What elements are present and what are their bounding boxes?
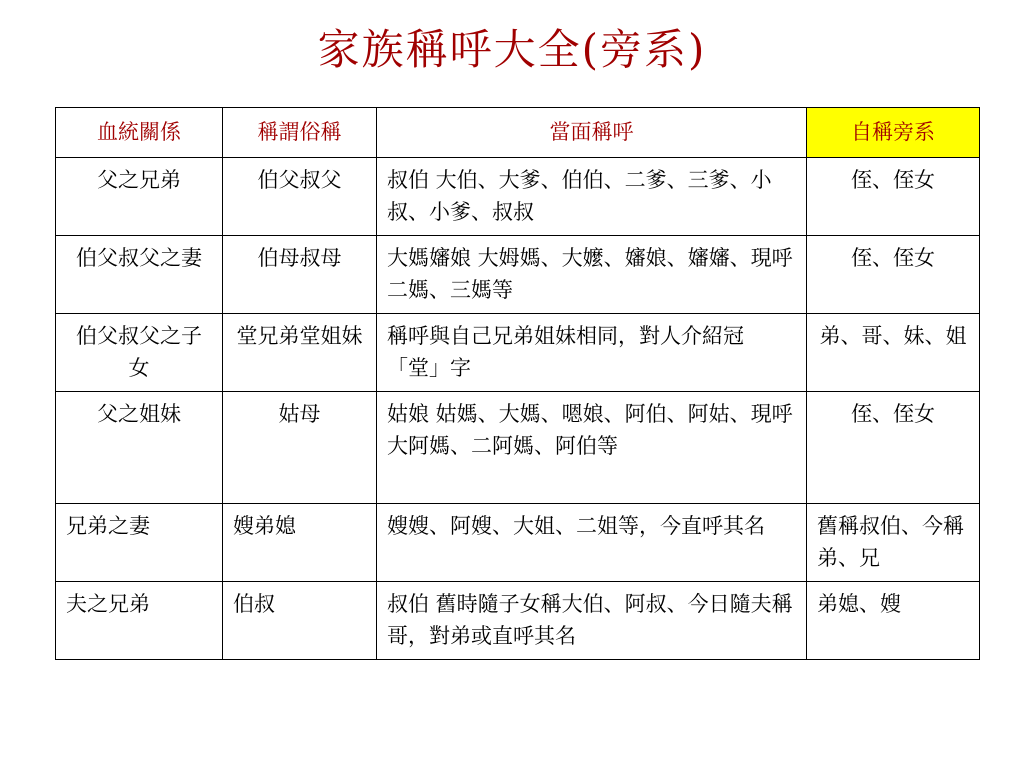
cell-relation: 夫之兄弟: [56, 582, 223, 660]
header-common-title: 稱謂俗稱: [223, 108, 377, 158]
header-relation: 血統關係: [56, 108, 223, 158]
table-row: [56, 504, 980, 582]
cell-address: 姑娘 姑媽、大媽、嗯娘、阿伯、阿姑、現呼大阿媽、二阿媽、阿伯等: [377, 392, 807, 504]
cell-common-title: 嫂弟媳: [223, 504, 377, 582]
table-row: [56, 314, 980, 392]
page-title: 家族稱呼大全(旁系): [317, 25, 707, 74]
cell-self-reference: 侄、侄女: [807, 392, 980, 504]
cell-relation: 父之姐妹: [56, 392, 223, 504]
table-row: [56, 158, 980, 236]
cell-address: 叔伯 舊時隨子女稱大伯、阿叔、今日隨夫稱哥，對弟或直呼其名: [377, 582, 807, 660]
kinship-terms-table: [55, 107, 980, 660]
table-row: [56, 236, 980, 314]
table-row: [56, 582, 980, 660]
cell-relation: 伯父叔父之子女: [56, 314, 223, 392]
table-header-row: [56, 108, 980, 158]
cell-self-reference: 侄、侄女: [807, 236, 980, 314]
header-address: 當面稱呼: [377, 108, 807, 158]
cell-address: 叔伯 大伯、大爹、伯伯、二爹、三爹、小叔、小爹、叔叔: [377, 158, 807, 236]
cell-common-title: 姑母: [223, 392, 377, 504]
cell-common-title: 堂兄弟堂姐妹: [223, 314, 377, 392]
cell-self-reference: 弟媳、嫂: [807, 582, 980, 660]
cell-relation: 伯父叔父之妻: [56, 236, 223, 314]
cell-relation: 父之兄弟: [56, 158, 223, 236]
cell-relation: 兄弟之妻: [56, 504, 223, 582]
table-row: [56, 392, 980, 504]
cell-address: 嫂嫂、阿嫂、大姐、二姐等，今直呼其名: [377, 504, 807, 582]
cell-self-reference: 弟、哥、妹、姐: [807, 314, 980, 392]
cell-common-title: 伯父叔父: [223, 158, 377, 236]
cell-common-title: 伯叔: [223, 582, 377, 660]
cell-self-reference: 舊稱叔伯、今稱弟、兄: [807, 504, 980, 582]
cell-common-title: 伯母叔母: [223, 236, 377, 314]
cell-address: 大媽嬸娘 大姆媽、大嬤、嬸娘、嬸嬸、現呼二媽、三媽等: [377, 236, 807, 314]
cell-self-reference: 侄、侄女: [807, 158, 980, 236]
cell-address: 稱呼與自己兄弟姐妹相同，對人介紹冠「堂」字: [377, 314, 807, 392]
header-self-reference: 自稱旁系: [807, 108, 980, 158]
